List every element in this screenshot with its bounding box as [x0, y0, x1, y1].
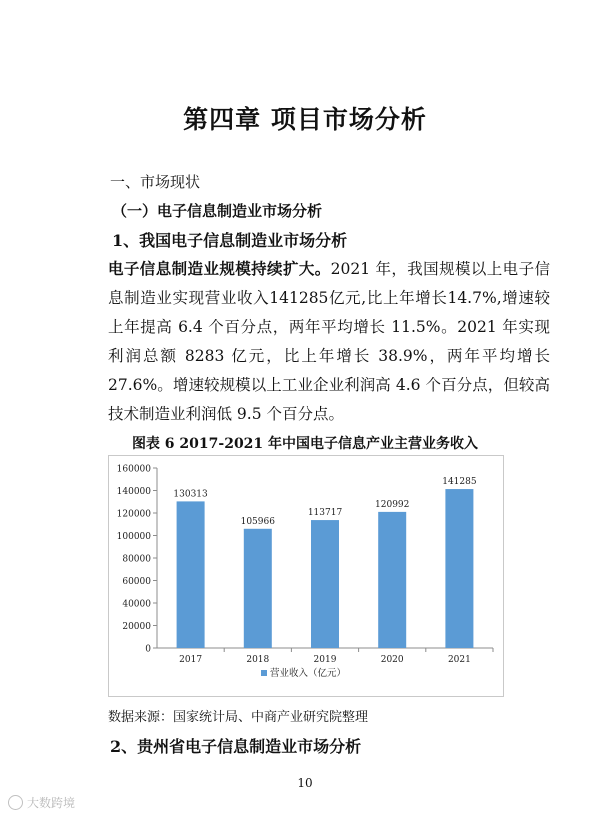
y-tick-label: 60000: [122, 577, 151, 587]
y-tick-label: 160000: [116, 464, 151, 475]
bar: [378, 512, 406, 648]
data-source: 数据来源：国家统计局、中商产业研究院整理: [108, 710, 369, 725]
body-paragraph: [108, 254, 550, 429]
chart-container: [108, 455, 504, 697]
subsubsection-heading: 1、我国电子信息制造业市场分析: [112, 231, 348, 250]
figure-caption: 图表 6 2017-2021 年中国电子信息产业主营业务收入: [131, 436, 479, 452]
bar-chart: [109, 456, 503, 696]
watermark-logo-icon: [8, 795, 23, 810]
x-tick-label: 2019: [313, 655, 337, 665]
page-number: 10: [297, 776, 313, 790]
x-tick-label: 2021: [447, 655, 471, 665]
data-label: 141285: [442, 477, 477, 488]
bar: [311, 520, 339, 648]
x-tick-label: 2017: [179, 655, 203, 665]
watermark: [8, 794, 75, 811]
subsection-heading: （一）电子信息制造业市场分析: [112, 202, 323, 220]
data-label: 130313: [173, 489, 208, 500]
y-tick-label: 20000: [122, 622, 151, 632]
x-tick-label: 2020: [380, 655, 404, 665]
data-label: 113717: [307, 508, 343, 519]
y-tick-label: 100000: [116, 532, 151, 542]
next-section-heading: 2、贵州省电子信息制造业市场分析: [110, 737, 362, 756]
bar: [244, 529, 272, 648]
y-tick-label: 140000: [116, 487, 151, 497]
legend-label: 营业收入（亿元）: [270, 668, 347, 679]
legend-swatch: [261, 670, 267, 676]
watermark-text: 大数跨境: [27, 796, 76, 810]
y-tick-label: 40000: [122, 599, 151, 610]
x-tick-label: 2018: [246, 655, 270, 665]
chapter-title: 第四章 项目市场分析: [183, 105, 427, 134]
paragraph-text: 2021 年，我国规模以上电子信息制造业实现营业收入141285亿元,比上年增长14.7%,增速较上年提高 6.4 个百分点，两年平均增长 11.5%。2021 年实现利润总额 8283 亿元，比上年增长 38.9%，两年平均增长 27.6%。增速较规模以上工业企业利润高 4.6 个百分点，但较高技术制造业利润低 9.5 个百分点。: [108, 260, 550, 423]
y-tick-label: 120000: [116, 509, 151, 520]
data-label: 120992: [375, 499, 410, 510]
y-tick-label: 80000: [122, 554, 151, 565]
bar: [445, 489, 473, 648]
data-label: 105966: [240, 516, 275, 527]
y-tick-label: 0: [145, 644, 151, 655]
section-heading: 一、市场现状: [110, 173, 201, 191]
bar: [177, 501, 205, 648]
paragraph-lead: 电子信息制造业规模持续扩大。: [108, 259, 331, 278]
